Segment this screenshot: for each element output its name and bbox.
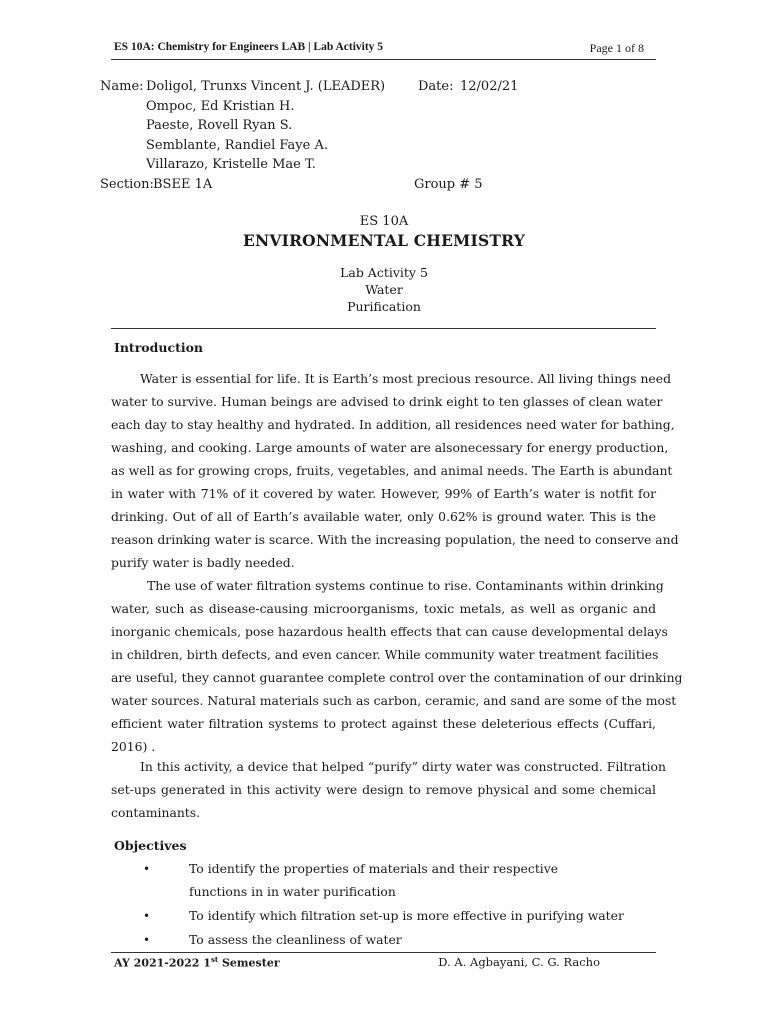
paragraph-line: contaminants.	[111, 805, 201, 820]
section-divider	[111, 328, 656, 329]
objective-item-continued: functions in in water purification	[189, 884, 396, 899]
objective-item: To assess the cleanliness of water	[189, 932, 402, 947]
member-name: Villarazo, Kristelle Mae T.	[146, 157, 316, 172]
header-title: ES 10A: Chemistry for Engineers LAB | Lab Activity 5	[114, 41, 384, 53]
introduction-paragraph-2	[111, 574, 683, 758]
lab-activity-title: Water	[365, 282, 403, 297]
paragraph-line: in water with 71% of it covered by water. However, 99% of Earth’s water is notfit for	[111, 486, 656, 501]
paragraph-line: as well as for growing crops, fruits, vegetables, and animal needs. The Earth is abundant	[111, 463, 673, 478]
footer-divider	[111, 952, 656, 953]
paragraph-line: water, such as disease-causing microorganisms, toxic metals, as well as organic and	[111, 601, 656, 616]
member-name: Semblante, Randiel Faye A.	[146, 138, 328, 153]
paragraph-line: each day to stay healthy and hydrated. In addition, all residences need water for bathing,	[111, 417, 675, 432]
paragraph-line: Water is essential for life. It is Earth’s most precious resource. All living things need	[140, 371, 672, 386]
objectives-heading: Objectives	[114, 838, 187, 853]
date-value: 12/02/21	[460, 79, 519, 94]
name-label: Name:	[100, 79, 144, 94]
paragraph-line: are useful, they cannot guarantee complete control over the contamination of our drinking	[111, 670, 683, 685]
paragraph-line: 2016) .	[111, 739, 156, 754]
bullet-icon: •	[143, 862, 151, 876]
page-number: Page 1 of 8	[589, 41, 644, 55]
footer-authors: D. A. Agbayani, C. G. Racho	[438, 955, 600, 969]
member-name: Ompoc, Ed Kristian H.	[146, 99, 295, 114]
paragraph-line: reason drinking water is scarce. With the increasing population, the need to conserve and	[111, 532, 679, 547]
section-label: Section:	[100, 177, 154, 192]
paragraph-line: efficient water filtration systems to protect against these deleterious effects (Cuffari,	[111, 716, 656, 731]
footer-semester: Semester	[218, 956, 280, 970]
introduction-paragraph-1	[111, 367, 679, 574]
footer-ordinal: st	[210, 955, 219, 964]
group-number: Group # 5	[414, 177, 483, 192]
footer-year-text: AY 2021-2022 1	[114, 956, 211, 970]
course-code: ES 10A	[359, 214, 409, 229]
paragraph-line: washing, and cooking. Large amounts of water are alsonecessary for energy production,	[111, 440, 669, 455]
member-name: Paeste, Rovell Ryan S.	[146, 118, 293, 133]
lab-activity-title: Purification	[347, 299, 421, 314]
paragraph-line: water sources. Natural materials such as carbon, ceramic, and sand are some of the most	[111, 693, 677, 708]
paragraph-line: The use of water filtration systems continue to rise. Contaminants within drinking	[147, 578, 664, 593]
paragraph-line: in children, birth defects, and even cancer. While community water treatment facilities	[111, 647, 659, 662]
objective-item: To identify which filtration set-up is more effective in purifying water	[189, 908, 624, 923]
paragraph-line: drinking. Out of all of Earth’s available water, only 0.62% is ground water. This is the	[111, 509, 656, 524]
paragraph-line: purify water is badly needed.	[111, 555, 295, 570]
section-value: BSEE 1A	[153, 177, 213, 192]
course-title: ENVIRONMENTAL CHEMISTRY	[243, 231, 525, 250]
bullet-icon: •	[143, 933, 151, 947]
paragraph-line: set-ups generated in this activity were design to remove physical and some chemical	[111, 782, 656, 797]
date-label: Date:	[418, 79, 454, 94]
paragraph-line: water to survive. Human beings are advised to drink eight to ten glasses of clean water	[111, 394, 663, 409]
introduction-heading: Introduction	[114, 340, 204, 355]
paragraph-line: inorganic chemicals, pose hazardous health effects that can cause developmental delays	[111, 624, 668, 639]
header-divider	[111, 59, 656, 60]
footer-academic-year	[114, 955, 280, 970]
lab-activity-title: Lab Activity 5	[340, 265, 428, 280]
objective-item: To identify the properties of materials and their respective	[189, 861, 559, 876]
introduction-paragraph-3	[111, 755, 666, 824]
paragraph-line: In this activity, a device that helped “purify” dirty water was constructed. Filtration	[140, 759, 666, 774]
bullet-icon: •	[143, 909, 151, 923]
member-name: Doligol, Trunxs Vincent J. (LEADER)	[146, 79, 386, 94]
